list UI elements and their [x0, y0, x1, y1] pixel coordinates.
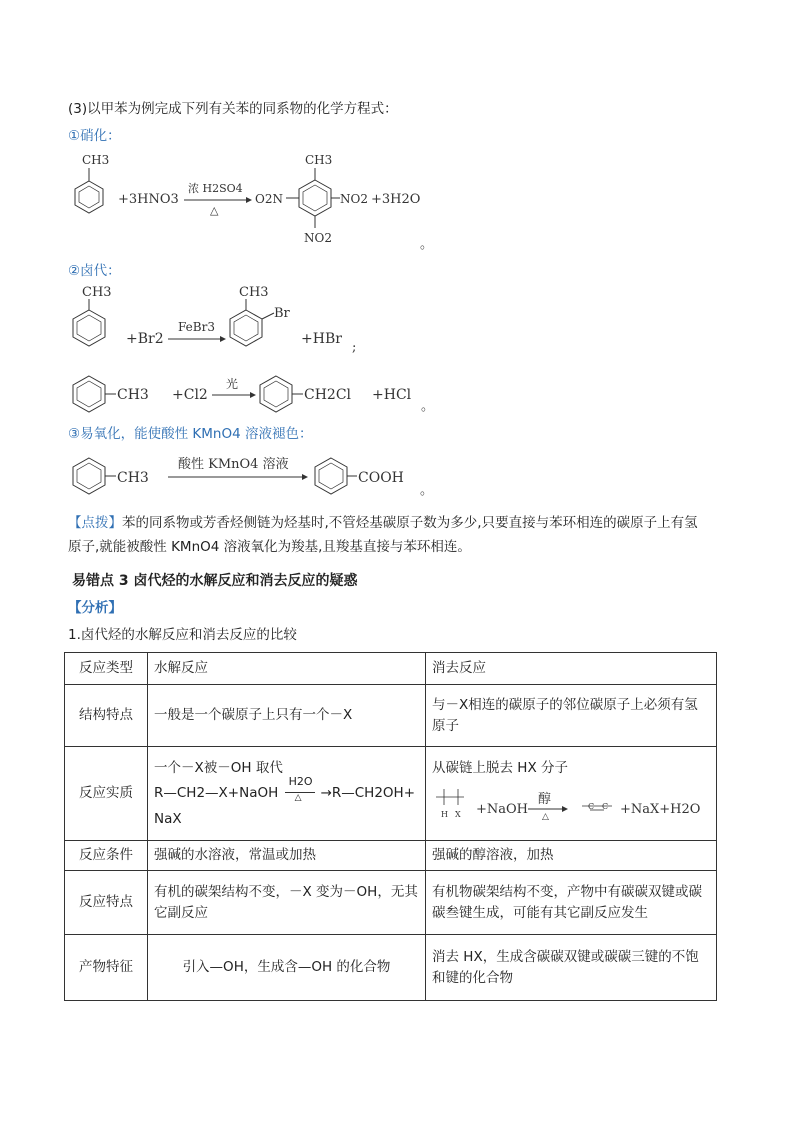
- halogenation-eq2: [60, 368, 440, 418]
- toluene-structure: [73, 376, 149, 412]
- elimination-equation: [432, 779, 722, 829]
- analysis-tag: 【分析】: [68, 600, 122, 616]
- nitration-cond-top: 浓 H2SO4: [188, 182, 243, 195]
- no2-right: NO2: [340, 192, 368, 206]
- hydrolysis-arrow: H2O △: [283, 783, 321, 803]
- svg-text:CH3: CH3: [82, 285, 112, 300]
- table-row: [65, 685, 717, 747]
- svg-text:H: H: [441, 810, 448, 819]
- elimination-cell: 强碱的醇溶液，加热: [426, 841, 717, 871]
- bromotoluene-structure: [230, 285, 274, 346]
- toluene-structure: [73, 458, 149, 494]
- plus-hno3: +3HNO3: [118, 192, 179, 207]
- benzyl-chloride-structure: [260, 376, 303, 412]
- halogenation-eq1: [60, 283, 440, 363]
- hydrolysis-cell: 引入—OH，生成含—OH 的化合物: [148, 935, 426, 1001]
- nitration-end: 。: [420, 237, 434, 252]
- elimination-products: +NaX+H2O: [620, 802, 701, 817]
- table-row: [65, 935, 717, 1001]
- hydrolysis-cell: 有机的碳架结构不变，－X 变为－OH，无其它副反应: [148, 871, 426, 935]
- table-row: [65, 841, 717, 871]
- plus-water: +3H2O: [371, 192, 421, 207]
- elimination-cell: 与－X相连的碳原子的邻位碳原子上必须有氢原子: [426, 685, 717, 747]
- table-row: [65, 747, 717, 841]
- nitration-label: ①硝化：: [68, 128, 121, 144]
- plus-br2: +Br2: [126, 331, 164, 347]
- br-text: Br: [274, 306, 290, 321]
- svg-text:CH3: CH3: [117, 470, 149, 486]
- o2n-text: O2N: [255, 192, 283, 206]
- row-label: 产物特征: [65, 935, 148, 1001]
- eq1-end: ;: [352, 340, 357, 355]
- hydrolysis-cell: 一个－X被－OH 取代 R—CH2—X+NaOH H2O △ →R—CH2OH+ NaX: [148, 747, 426, 841]
- cooh-text: COOH: [358, 470, 404, 486]
- eq2-end: 。: [421, 399, 435, 414]
- intro-text: (3)以甲苯为例完成下列有关苯的同系物的化学方程式：: [68, 101, 398, 117]
- benzoic-acid-structure: [315, 458, 357, 494]
- halogenation-label: ②卤代：: [68, 263, 121, 279]
- section-title: 易错点 3 卤代烃的水解反应和消去反应的疑惑: [72, 573, 358, 589]
- svg-text:C: C: [602, 802, 609, 811]
- plus-hbr: +HBr: [301, 331, 342, 347]
- ch3-text: CH3: [82, 153, 110, 167]
- header-cell: 水解反应: [148, 653, 426, 685]
- elimination-cell: 从碳链上脱去 HX 分子 H X +NaOH 醇 △ C C +NaX+H2O: [426, 747, 717, 841]
- row-label: 结构特点: [65, 685, 148, 747]
- elimination-cell: 有机物碳架结构不变，产物中有碳碳双键或碳碳叁键生成，可能有其它副反应发生: [426, 871, 717, 935]
- table-caption: 1.卤代烃的水解反应和消去反应的比较: [68, 627, 297, 643]
- plus-cl2: +Cl2: [172, 387, 208, 403]
- comparison-table: [64, 652, 717, 1001]
- alcohol-cond: 醇: [538, 792, 552, 807]
- row-label: 反应实质: [65, 747, 148, 841]
- tip-tag: 【点拨】: [68, 515, 122, 531]
- hydrolysis-cell: 一般是一个碳原子上只有一个－X: [148, 685, 426, 747]
- header-cell: 消去反应: [426, 653, 717, 685]
- oxidation-equation: [60, 450, 450, 502]
- nitration-equation: [60, 148, 440, 258]
- tnt-structure: [286, 153, 340, 228]
- row-label: 反应特点: [65, 871, 148, 935]
- plus-hcl: +HCl: [372, 387, 412, 403]
- tnt-ch3: CH3: [305, 153, 333, 167]
- header-cell: 反应类型: [65, 653, 148, 685]
- svg-text:C: C: [588, 802, 595, 811]
- svg-text:CH3: CH3: [117, 387, 149, 403]
- row-label: 反应条件: [65, 841, 148, 871]
- hydrolysis-cell: 强碱的水溶液，常温或加热: [148, 841, 426, 871]
- kmno4-cond: 酸性 KMnO4 溶液: [178, 457, 289, 472]
- svg-text:CH3: CH3: [239, 285, 269, 300]
- oxidation-end: 。: [420, 483, 434, 498]
- svg-text:△: △: [542, 812, 549, 822]
- febr3-cond: FeBr3: [178, 320, 215, 334]
- toluene-structure: [75, 153, 109, 213]
- svg-text:+NaOH: +NaOH: [476, 802, 529, 817]
- no2-bottom: NO2: [304, 231, 332, 245]
- ch2cl-text: CH2Cl: [304, 387, 352, 403]
- elimination-cell: 消去 HX，生成含碳碳双键或碳碳三键的不饱和键的化合物: [426, 935, 717, 1001]
- toluene-structure: [73, 285, 112, 346]
- table-row: [65, 871, 717, 935]
- tip-line1: 【点拨】苯的同系物或芳香烃侧链为烃基时,不管烃基碳原子数为多少,只要直接与苯环相连的碳原子上有氢: [68, 515, 698, 531]
- svg-text:X: X: [455, 810, 461, 819]
- tip-line2: 原子,就能被酸性 KMnO4 溶液氧化为羧基,且羧基直接与苯环相连。: [68, 539, 471, 555]
- table-header-row: [65, 653, 717, 685]
- nitration-cond-bottom: △: [210, 204, 219, 217]
- light-cond: 光: [226, 377, 239, 391]
- oxidation-label: ③易氧化，能使酸性 KMnO4 溶液褪色：: [68, 426, 313, 442]
